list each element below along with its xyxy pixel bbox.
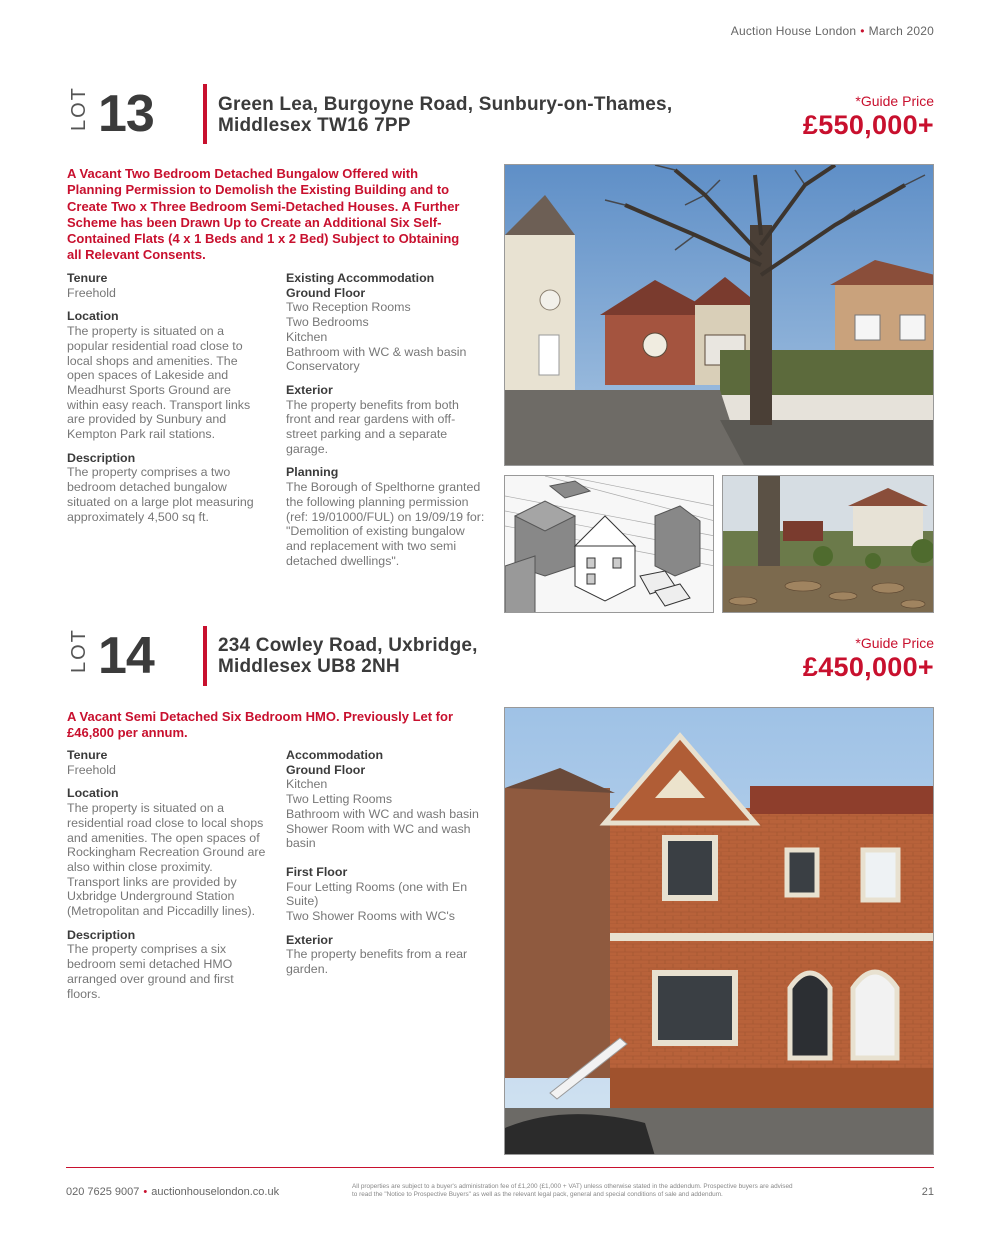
tenure-value: Freehold [67, 285, 116, 300]
guide-price-label: *Guide Price [855, 635, 934, 651]
lot-label: LOT [68, 628, 90, 673]
bullet-separator: • [860, 24, 865, 38]
website-link[interactable]: auctionhouselondon.co.uk [151, 1186, 280, 1198]
exterior-heading: Exterior [286, 932, 333, 947]
lot-title-line: Middlesex UB8 2NH [218, 656, 400, 677]
details-right-column [286, 748, 501, 977]
tenure-heading: Tenure [67, 271, 108, 285]
lot-label: LOT [68, 86, 90, 131]
ground-floor-list: Two Reception Rooms Two Bedrooms Kitchen Bathroom with WC & wash basin Conservatory [286, 300, 467, 374]
disclaimer-line: All properties are subject to a buyer's administration fee of £1,200 (£1,000 + VAT) unless otherwise stated in the addendum. Prospective buyers are advised [352, 1183, 793, 1190]
exterior-text: The property benefits from both front and rear gardens with off- street parking and a separate garage. [286, 397, 459, 456]
bungalow-photo-illustration [505, 165, 934, 466]
ground-floor-heading: Ground Floor [286, 285, 366, 300]
bullet-separator: • [143, 1186, 148, 1198]
lot-title-line: 234 Cowley Road, Uxbridge, [218, 635, 478, 656]
planning-heading: Planning [286, 465, 339, 480]
lot-intro [67, 166, 497, 264]
footer-disclaimer [352, 1183, 842, 1199]
planning-text: The Borough of Spelthorne granted the following planning permission (ref: 19/01000/FUL) on 19/09/19 for: "Demolition of existing bungalow and replacement with two semi detached dwellings". [286, 480, 485, 568]
page-number: 21 [921, 1186, 934, 1198]
accommodation-heading: Accommodation [286, 748, 384, 762]
phone-number: 020 7625 9007 [66, 1186, 140, 1198]
lot-number: 14 [98, 627, 154, 685]
disclaimer-line: to read the "Notice to Prospective Buyers" as well as the relevant legal pack, general and special conditions of sale and addendum. [352, 1191, 723, 1198]
page-header [731, 24, 934, 38]
intro-line: all Relevant Consents. [67, 247, 206, 263]
first-floor-list: Four Letting Rooms (one with En Suite) Two Shower Rooms with WC's [286, 879, 468, 924]
rear-garden-photo [722, 475, 934, 613]
guide-price: £450,000+ [802, 652, 934, 682]
details-left-column [67, 271, 282, 524]
lot-title-line: Green Lea, Burgoyne Road, Sunbury-on-Thames, [218, 94, 673, 115]
lot-intro [67, 709, 497, 742]
intro-line: Planning Permission to Demolish the Existing Building and to [67, 182, 450, 198]
lot-title [218, 94, 672, 136]
exterior-text: The property benefits from a rear garden. [286, 947, 468, 977]
location-text: The property is situated on a popular residential road close to local shops and amenities. The open spaces of Lakeside and Meadhurst Sports Ground are within easy reach. Transport links are provided by Sunbury and Kempton Park rail stations. [67, 324, 251, 442]
intro-line: Contained Flats (4 x 1 Beds and 1 x 2 Bed) Subject to Obtaining [67, 231, 460, 247]
property-photo-brick-house [504, 707, 934, 1155]
location-text: The property is situated on a residential road close to local shops and amenities. The open spaces of Rockingham Recreation Ground are also within close proximity. Transport links are provided by Uxbridge Underground Station (Metropolitan and Piccadilly lines). [67, 801, 266, 919]
issue-date: March 2020 [868, 24, 934, 38]
intro-line: £46,800 per annum. [67, 725, 188, 741]
description-heading: Description [67, 927, 136, 942]
description-text: The property comprises a six bedroom semi detached HMO arranged over ground and first floors. [67, 942, 234, 1001]
brand-name: Auction House London [730, 24, 857, 38]
tenure-value: Freehold [67, 762, 116, 777]
description-text: The property comprises a two bedroom detached bungalow situated on a large plot measuring approximately 4,500 sq ft. [67, 465, 254, 524]
intro-line: Create Two x Three Bedroom Semi-Detached Houses. A Further [67, 198, 460, 214]
planning-render-image [504, 475, 714, 613]
rear-garden-illustration [723, 476, 934, 613]
title-accent-bar [203, 84, 207, 144]
brick-house-illustration [505, 708, 934, 1155]
lot-title [218, 635, 478, 677]
footer-contact [66, 1186, 279, 1198]
ground-floor-heading: Ground Floor [286, 762, 366, 777]
exterior-heading: Exterior [286, 382, 333, 397]
ground-floor-list: Kitchen Two Letting Rooms Bathroom with WC and wash basin Shower Room with WC and wash basin [286, 777, 479, 851]
location-heading: Location [67, 309, 119, 324]
first-floor-heading: First Floor [286, 864, 348, 879]
location-heading: Location [67, 786, 119, 801]
planning-render-illustration [505, 476, 714, 613]
intro-line: A Vacant Two Bedroom Detached Bungalow Offered with [67, 166, 419, 181]
lot-title-line: Middlesex TW16 7PP [218, 115, 411, 136]
details-right-column [286, 271, 501, 568]
intro-line: A Vacant Semi Detached Six Bedroom HMO. Previously Let for [67, 709, 454, 724]
details-left-column [67, 748, 282, 1001]
intro-line: Scheme has been Drawn Up to Create an Additional Six Self- [67, 214, 442, 230]
title-accent-bar [203, 626, 207, 686]
guide-price: £550,000+ [802, 110, 934, 140]
tenure-heading: Tenure [67, 748, 108, 762]
guide-price-label: *Guide Price [855, 93, 934, 109]
footer-divider [66, 1167, 934, 1168]
lot-number: 13 [98, 85, 154, 143]
description-heading: Description [67, 450, 136, 465]
property-photo-bungalow [504, 164, 934, 466]
accommodation-heading: Existing Accommodation [286, 271, 435, 285]
